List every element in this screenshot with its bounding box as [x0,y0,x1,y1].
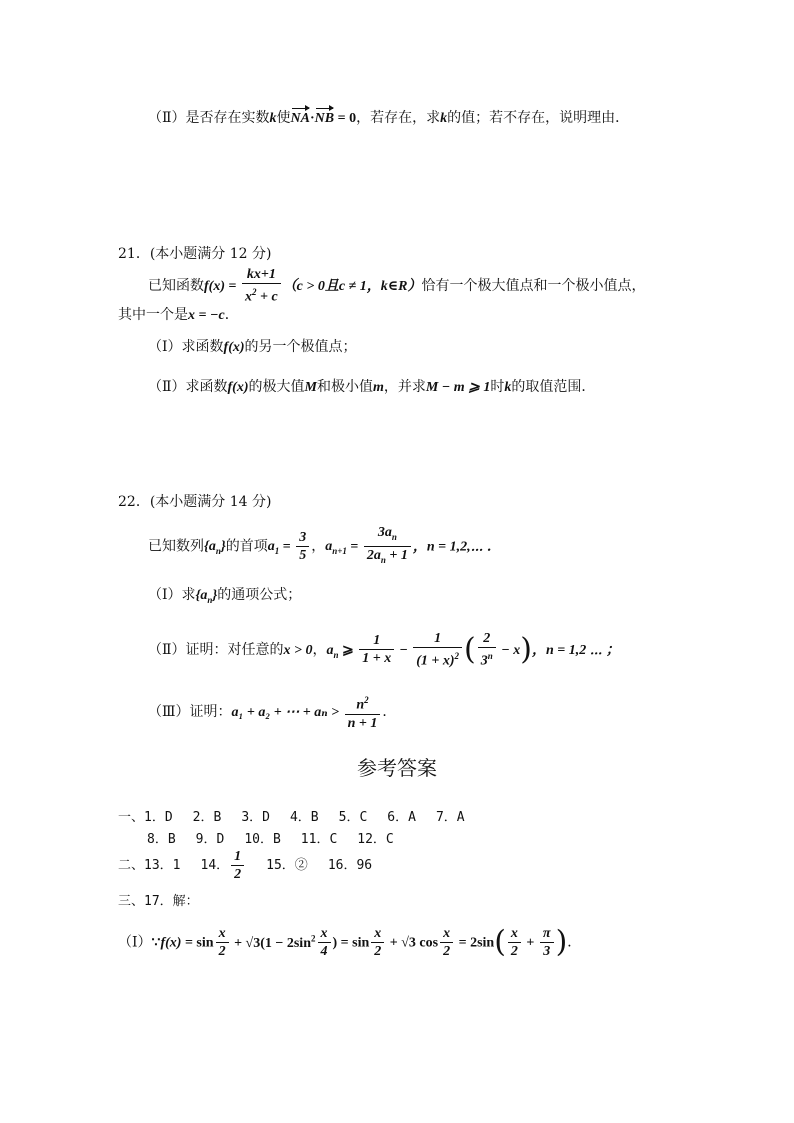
q21-fraction: $\frac{kx+1}{x^2 + c}$ [242,266,281,306]
q21-statement: 已知函数f(x) = $\frac{kx+1}{x^2 + c}$ （c > 0且c ≠ 1，k∈R）恰有一个极大值点和一个极小值点， [148,267,646,305]
q22-statement: 已知数列$\{a_n\}$的首项$a_1$ = $\frac{3}{5}$ ，$a_{n+1}$ = $\frac{3a_n}{2a_n + 1}$ ，n = 1,2,⋯ ． [148,524,501,569]
vector-nb: NB [315,109,334,129]
answers-title: 参考答案 [357,756,437,780]
q22-fraction-3-5: $\frac{3}{5}$ [296,529,309,564]
q21-part2: （Ⅱ）求函数f(x)的极大值M和极小值m，并求M − m ⩾ 1时k的取值范围． [148,379,596,395]
solution-17-part1: （Ⅰ）∵f(x) = sin $\frac{x}{2}$ + $√3(1 - 2\sin^2$ $\frac{x}{4}$ ) = sin $\frac{x}{2}$ + √3 cos $\frac{x}{2}$ = 2sin( $\frac{x}{2}$ + $\frac{\pi}{3}$ )． [118,924,582,960]
q22-part1: （Ⅰ）求$\{a_n\}$的通项公式； [148,587,302,605]
vector-na: NA [291,109,310,129]
q22-part2: （Ⅱ）证明：对任意的x > 0，$a_n$ ⩾ $\frac{1}{1 + x}$ − $\frac{1}{(1 + x)^2}$ ( $\frac{2}{3^n}$ − x)，n = 1,2 ⋯ ； [148,631,620,669]
q22-part3: （Ⅲ）证明：a₁ + a₂ + ⋯ + aₙ > $\frac{n^2}{n + 1}$ ． [148,692,396,732]
q22-header: 22．(本小题满分 14 分) [118,494,272,510]
answers-row-1: 一、1．D 2．B 3．D 4．B 5．C 6．A 7．A [118,810,465,825]
answers-row-3: 二、13．1 14． $\frac{1}{2}$ 15．② 16．96 [118,849,373,882]
q20-part2: （Ⅱ）是否存在实数k使NA·NB = 0，若存在，求k的值；若不存在，说明理由． [148,108,629,129]
q21-header: 21．(本小题满分 12 分) [118,246,272,262]
q21-statement-cont: 其中一个是x = −c． [118,307,239,323]
q21-part1: （Ⅰ）求函数f(x)的另一个极值点； [148,339,357,355]
q22-recurrence-fraction: $\frac{3a_n}{2a_n + 1}$ [364,524,411,569]
answers-row-2: 8．B 9．D 10．B 11．C 12．C [147,832,394,847]
part-label: （Ⅱ） [148,110,186,126]
answers-row-4: 三、17．解： [118,894,199,909]
